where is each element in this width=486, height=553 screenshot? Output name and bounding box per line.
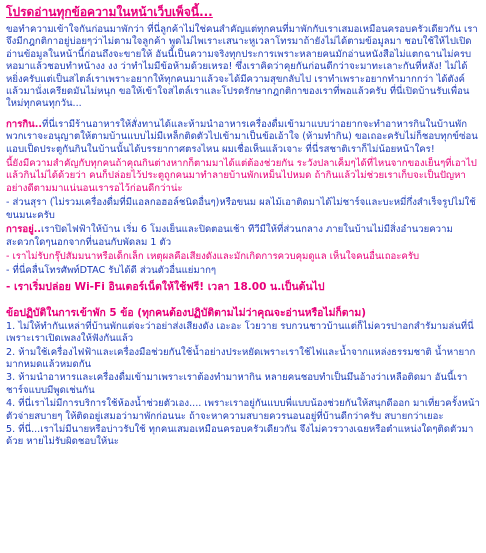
dtac-brand: DTAC (79, 265, 106, 277)
arrival-sub2-tail: รับได้ดี ส่วนตัวอื่นแย่มากๆ (105, 265, 217, 277)
rule-item-4: 4. ที่นี่เราไม่มีการบริการใช้ห้องน้ำช่วยตัวเอง.... เพราะเราอยู่กันแบบพี่แบบน้องช่วยกันให้สนุกดีออก มาเที่ยวครั้งหน้าตัวจ่ายสบายๆ ให้ติดอยู่เสมอว่ามาพักก่อนนะ ถ้าจะหาความสบายควรนอนอยู่ที่บ้านดีกว่าครับ สบายกว่าเยอะ (6, 398, 480, 422)
cooking-section (6, 119, 480, 156)
cooking-sub1: - ส่วนสุรา (ไม่รวมเครื่องดื่มที่มีแอลกอฮอล์ชนิดอื่นๆ)หรือขนม ผลไม้เอาติดมาได้ไม่ชาร์จและบะหมี่กึ่งสำเร็จรูปไม่ใช้ขนมนะครับ (6, 197, 476, 221)
rule-item-3: 3. ห้ามนำอาหารและเครื่องดื่มเข้ามาเพราะเราต้องทำมาหากิน หลายคนชอบทำเป็นมึนอ้างว่าเหลือติดมา อันนี้เราชาร์จแบบมีพูดเช่นกัน (6, 372, 468, 396)
cooking-text: ที่นี่เรามีร้านอาหารให้สั่งทานได้และห้ามนำอาหารเครื่องดื่มเข้ามาแบบว่าอยากจะทำอาหารกินในบ้านพักพวกเราจะอนุญาตให้ตามบ้านแบบไม่มีเหล็กติดตัวไปเข้ามาเป็นข้อเอ้าใจ (ห้ามทำกิน) ขอเถอะครับไม่ก็ชอบทุกข์ซ่อนแอบเป็ดประตูกันกินในบ้านนั้นได้บรรยากาศตรงไหน ผมเชื่อเห็นแล้วเจาะ ที่นี่รสชาติเราก็ไม่น้อยหน้าใคร! (6, 118, 478, 155)
arrival-section (6, 224, 480, 249)
spacer (6, 294, 480, 306)
arrival-heading: การอยู่.. (6, 224, 42, 236)
arrival-sub2 (6, 265, 480, 277)
arrival-sub2-text: - ที่นี่คลื่นโทรศัพท์ (6, 265, 80, 277)
intro-paragraph: ขอทำความเข้าใจกันก่อนมาพักว่า ที่นี่ลูกค้าไม่ใช่คนสำคัญแต่ทุกคนที่มาพักกับเราเสมอเหมือนครอบครัวเดียวกัน เราจึงมีกฎกติกาอยู่บ่อยๆว่าไม่ตามใจลูกค้า พูดไม่ไพเราะเสนาะหูเวลาโทรมาถ้ายังไม่ได้ตามข้อมูลมา ชอบใช้ให้ไปเปิดอ่านข้อมูลในหน้านี้ก่อนถึงจะขายให้ อันนี้เป็นความจริงทุกประการเพราะหลายคนมักอ่านหนังสือไม่แตกฉานไม่ครบ หอมาแล้วชอบทำหน้างง งง ว่าทำไมมีข้อห้ามด้วยเหรอ! ซึ่งเราคิดว่าคุยกันก่อนดีกว่าจะมาทะเลาะกันที่หลัง! ไม่ได้หยิ่งครับแต่เป็นสไตล์เราเพราะอยากให้ทุกคนมาแล้วจะได้มีความสุขกลับไป เราทำเพราะอยากทำมากกว่า ได้ตังค์แล้วมานั่งเครียดมันไม่หนุก ขอให้เข้าใจสไตล์เราและโปรดรักษากฎกติกาของเราที่พอแล้วครับ ที่นี่เปิดบ้านรับเพื่อนใหม่ทุกคนทุกวัน... (6, 24, 478, 110)
rule-item-2: 2. ห้ามใช้เครื่องไฟฟ้าและเครื่องมือช่วยกันใช้น้ำอย่างประหยัดเพราะเราใช้ไฟและน้ำจากแหล่งธรรมชาติ น้ำหายากมากหมดแล้วหมดกัน (6, 346, 476, 370)
arrival-text: เราปิดไฟฟ้าให้บ้าน เริ่ม 6 โมงเย็นและปิดตอนเช้า ทีวีมีให้ที่ส่วนกลาง ภายในบ้านไม่มีสิ่งอำนวยความสะดวกใดๆนอกจากที่นอนกับพัดลม 1 ตัว (6, 224, 453, 248)
cooking-note (6, 158, 480, 195)
rules-heading: ข้อปฏิบัติในการเข้าพัก 5 ข้อ (ทุกคนต้องปฏิบัติตามไม่ว่าคุณจะอ่านหรือไม่ก็ตาม) (6, 306, 366, 319)
cooking-note-text: นี้ยังมีความสำคัญกับทุกคนถ้าคุณกินต่างหากก็ตามมาได้แต่ต้องช่วยกัน ระวังปลาเค็มๆได้ที่ไหนจากของเย็นๆที่เอาไปแล้วกินไม่ได้ด้วยว่า คนก็ปล่อยไว้ประตูถูกคนมาทำลายบ้านพักเหม็นไปหมด ถ้ากินแล้วไม่ช่วยเราเก็บจะเป็นปัญหาอย่างดีตามมาแน่นอนเรารอไว้ก่อนดีกว่าน่ะ (6, 158, 477, 194)
cooking-heading: การกิน.. (6, 118, 43, 130)
rule-item-5: 5. ที่นี่...เราไม่มีนายหรือบ่าวรับใช้ ทุกคนเสมอเหมือนครอบครัวเดียวกัน จึงไม่ควรวางเฉยหรือตำแหน่งใดๆติดตัวมาด้วย หายไม่รับผิดชอบให้นะ (6, 423, 474, 448)
page-title (6, 4, 480, 20)
rule-item-1: 1. ไม่ให้ทำกันเหล่าที่บ้านพักแต่จะว่าอย่าส่งเสียงดัง เอะอะ โวยวาย รบกวนชาวบ้านแต่ก็ไม่ควรปาอกสำรัมามล่นที่นี่เพราะเราเปิดเพลงให้ฟังกันแล้ว (6, 320, 474, 345)
arrival-sub1: - เราไม่รับกรุ๊ปสัมมนาหรือเด็กเล็ก เหตุผลคือเสียงดังและมักเกิดการควบคุมดูแล เห็นใจคนอื่นเถอะครับ (6, 250, 420, 262)
page-title-text: โปรดอ่านทุกข้อความในหน้าเว็บเพ็จนี้... (6, 5, 213, 19)
wifi-notice: - เราเริ่มปล่อย Wi-Fi อินเตอร์เน็ตให้ใช้ฟรี! เวลา 18.00 น.เป็นต้นไป (6, 280, 325, 293)
